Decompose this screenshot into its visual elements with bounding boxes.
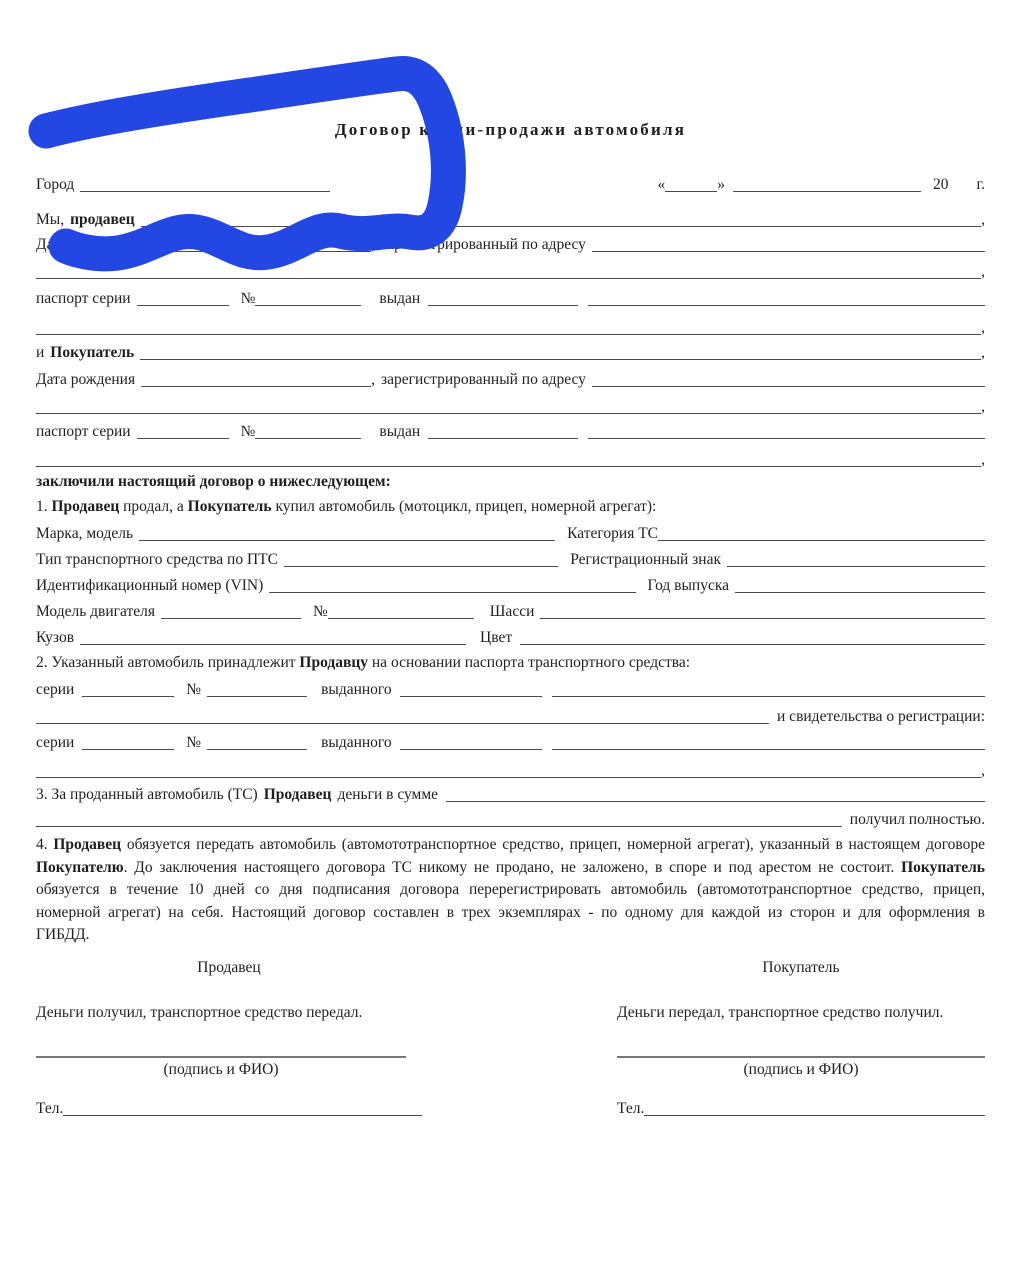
seller-passport-label: паспорт серии	[36, 290, 131, 307]
comma: ,	[981, 319, 985, 336]
clause1-text-2: купил автомобиль (мотоцикл, прицеп, номерной агрегат):	[275, 498, 657, 515]
seller-passport-number-blank-line	[255, 293, 361, 306]
plate-label: Регистрационный знак	[570, 551, 721, 568]
date-close-quote: »	[717, 176, 726, 193]
cert-no-sign: №	[186, 734, 202, 751]
buyer-statement: Деньги передал, транспортное средство получил.	[617, 1003, 944, 1021]
seller-intro-label: Мы,	[36, 211, 65, 228]
date-month-blank-line	[733, 179, 921, 192]
pts-series-blank-line	[82, 684, 174, 697]
buyer-passport-issued-label: выдан	[379, 423, 421, 440]
comma: ,	[371, 236, 375, 253]
engine-no-sign: №	[313, 603, 328, 620]
clause4-text-1: обязуется передать автомобиль (автомототранспортное средство, прицеп, номерной агрегат), указанный в настоящем договоре	[126, 836, 986, 853]
buyer-passport-label: паспорт серии	[36, 423, 131, 440]
year-label: Год выпуска	[647, 577, 729, 594]
clause4-paragraph	[36, 834, 985, 947]
pts-number-blank-line	[207, 684, 307, 697]
clause3-row	[36, 785, 985, 805]
buyer-passport-cont-row	[36, 450, 985, 470]
seller-statement: Деньги получил, транспортное средство передал.	[36, 1003, 363, 1021]
buyer-passport-issued-blank-line	[428, 426, 578, 439]
seller-passport-issued-label: выдан	[379, 290, 421, 307]
clause2-intro	[36, 653, 985, 673]
cert-series-row	[36, 733, 985, 753]
buyer-signature-header: Покупатель	[762, 958, 840, 976]
pts-issued-label: выданного	[321, 681, 392, 698]
seller-signature-header: Продавец	[197, 958, 261, 976]
seller-role-label: продавец	[70, 211, 135, 228]
agreement-heading	[36, 472, 985, 492]
seller-address-blank-line	[592, 239, 985, 252]
seller-passport-cont-row	[36, 318, 985, 338]
comma: ,	[981, 211, 985, 228]
buyer-birth-label: Дата рождения	[36, 371, 136, 388]
buyer-signature-column	[617, 958, 985, 1119]
buyer-address-blank-line	[592, 374, 985, 387]
seller-passport-cont-blank-line	[36, 322, 981, 335]
cert-issued-blank-line-2	[552, 737, 985, 750]
comma: ,	[981, 762, 985, 779]
date-day-blank-line	[665, 179, 717, 192]
buyer-address-cont-blank-line	[36, 401, 981, 414]
clause4-text-3: обязуется в течение 10 дней со дня подписания договора перерегистрировать автомобиль (автомототранспортное средство, прицеп, номерной агрегат) на себя. Настоящий договор составлен в трех экземплярах - по одному для каждой из сторон и для оформления в ГИБДД.	[36, 881, 985, 943]
buyer-passport-row	[36, 422, 985, 442]
make-model-label: Марка, модель	[36, 525, 134, 542]
agreement-heading-text: заключили настоящий договор о нижеследующем:	[36, 473, 391, 490]
year-blank-line	[735, 580, 985, 593]
seller-passport-no-sign: №	[240, 290, 256, 307]
date-year-suffix: г.	[976, 176, 985, 193]
cert-series-blank-line	[82, 737, 174, 750]
sum-blank-line	[446, 789, 985, 802]
chassis-blank-line	[540, 606, 985, 619]
seller-signature-line	[36, 1042, 406, 1058]
buyer-phone-blank-line	[644, 1103, 985, 1116]
engine-model-blank-line	[161, 606, 301, 619]
seller-birth-row	[36, 235, 985, 255]
registration-cert-blank-line	[36, 711, 769, 724]
cert-issued-label: выданного	[321, 734, 392, 751]
buyer-role-label: Покупатель	[50, 344, 135, 361]
city-date-row	[36, 175, 985, 195]
vin-blank-line	[269, 580, 635, 593]
clause3-tail-text: получил полностью.	[849, 811, 985, 828]
page-title: Договор купли-продажи автомобиля	[334, 120, 687, 139]
comma: ,	[371, 371, 375, 388]
pts-series-label: серии	[36, 681, 75, 698]
buyer-passport-series-blank-line	[137, 426, 229, 439]
cert-cont-blank-line	[36, 765, 981, 778]
buyer-passport-number-blank-line	[255, 426, 361, 439]
clause4-buyer-dative-bold: Покупателю	[36, 858, 124, 876]
buyer-birth-row	[36, 370, 985, 390]
buyer-intro-label: и	[36, 344, 45, 361]
color-blank-line	[520, 632, 985, 645]
city-label: Город	[36, 176, 75, 193]
body-blank-line	[80, 632, 466, 645]
registration-cert-text: и свидетельства о регистрации:	[777, 708, 985, 725]
seller-phone-label: Тел.	[36, 1099, 64, 1117]
vin-label: Идентификационный номер (VIN)	[36, 577, 264, 594]
make-model-row	[36, 524, 985, 544]
category-blank-line	[658, 528, 985, 541]
buyer-passport-issued-blank-line-2	[588, 426, 985, 439]
seller-passport-issued-blank-line-2	[588, 293, 985, 306]
clause1-intro	[36, 497, 985, 517]
comma: ,	[981, 344, 985, 361]
vehicle-type-blank-line	[284, 554, 558, 567]
chassis-label: Шасси	[489, 603, 535, 620]
seller-intro-row	[36, 210, 985, 230]
cert-issued-blank-line	[400, 737, 542, 750]
seller-birth-blank-line	[141, 239, 371, 252]
city-blank-line	[80, 179, 330, 192]
vehicle-type-row	[36, 550, 985, 570]
cert-series-label: серии	[36, 734, 75, 751]
clause1-buyer-bold: Покупатель	[187, 498, 272, 515]
buyer-signature-line	[617, 1042, 985, 1058]
clause4-seller-bold: Продавец	[53, 836, 122, 853]
sum-cont-blank-line	[36, 814, 842, 827]
date-year-prefix: 20	[933, 176, 949, 193]
comma: ,	[981, 263, 985, 280]
seller-passport-row	[36, 289, 985, 309]
clause1-text-1: продал, а	[123, 498, 184, 515]
plate-blank-line	[727, 554, 985, 567]
category-label: Категория ТС	[567, 525, 658, 542]
seller-signature-caption: (подпись и ФИО)	[163, 1060, 279, 1078]
seller-phone-blank-line	[63, 1103, 422, 1116]
body-row	[36, 628, 985, 648]
engine-row	[36, 602, 985, 622]
clause2-text-2: на основании паспорта транспортного средства:	[371, 654, 691, 671]
pts-issued-blank-line	[400, 684, 542, 697]
clause2-owner-bold: Продавцу	[299, 654, 369, 671]
seller-phone-row	[36, 1099, 422, 1119]
seller-passport-issued-blank-line	[428, 293, 578, 306]
seller-registered-label: зарегистрированный по адресу	[380, 236, 586, 253]
buyer-signature-caption: (подпись и ФИО)	[743, 1060, 859, 1078]
engine-number-blank-line	[328, 606, 474, 619]
vin-row	[36, 576, 985, 596]
seller-address-cont-row	[36, 262, 985, 282]
clause4-buyer-bold: Покупатель	[901, 858, 985, 876]
clause2-text-1: 2. Указанный автомобиль принадлежит	[36, 654, 296, 671]
clause3-cont-row	[36, 810, 985, 830]
vehicle-type-label: Тип транспортного средства по ПТС	[36, 551, 278, 568]
cert-number-blank-line	[207, 737, 307, 750]
make-model-blank-line	[139, 528, 555, 541]
pts-no-sign: №	[186, 681, 202, 698]
clause3-seller-bold: Продавец	[263, 786, 332, 803]
seller-birth-label: Дата рождения	[36, 236, 136, 253]
buyer-address-cont-row	[36, 397, 985, 417]
seller-address-cont-blank-line	[36, 266, 981, 279]
registration-cert-row	[36, 707, 985, 727]
buyer-registered-label: зарегистрированный по адресу	[380, 371, 586, 388]
color-label: Цвет	[480, 629, 513, 646]
comma: ,	[981, 451, 985, 468]
buyer-birth-blank-line	[141, 374, 371, 387]
pts-issued-blank-line-2	[552, 684, 985, 697]
buyer-passport-no-sign: №	[240, 423, 256, 440]
seller-passport-series-blank-line	[137, 293, 229, 306]
clause1-seller-bold: Продавец	[51, 498, 120, 515]
seller-name-blank-line	[141, 214, 981, 227]
signatures-section	[36, 958, 985, 1119]
buyer-intro-row	[36, 343, 985, 363]
seller-signature-column	[36, 958, 422, 1119]
clause3-text-1: 3. За проданный автомобиль (ТС)	[36, 786, 258, 803]
buyer-name-blank-line	[140, 347, 981, 360]
date-open-quote: «	[657, 176, 666, 193]
engine-label: Модель двигателя	[36, 603, 155, 620]
comma: ,	[981, 398, 985, 415]
buyer-phone-row	[617, 1099, 985, 1119]
body-label: Кузов	[36, 629, 75, 646]
clause3-text-2: деньги в сумме	[337, 786, 439, 803]
buyer-passport-cont-blank-line	[36, 454, 981, 467]
buyer-phone-label: Тел.	[617, 1099, 645, 1117]
clause4-number: 4.	[36, 836, 48, 853]
cert-cont-row	[36, 761, 985, 781]
pts-series-row	[36, 680, 985, 700]
clause1-number: 1.	[36, 498, 48, 515]
clause4-text-2: . До заключения настоящего договора ТС никому не продано, не заложено, в споре и под арестом не состоит.	[123, 858, 895, 876]
